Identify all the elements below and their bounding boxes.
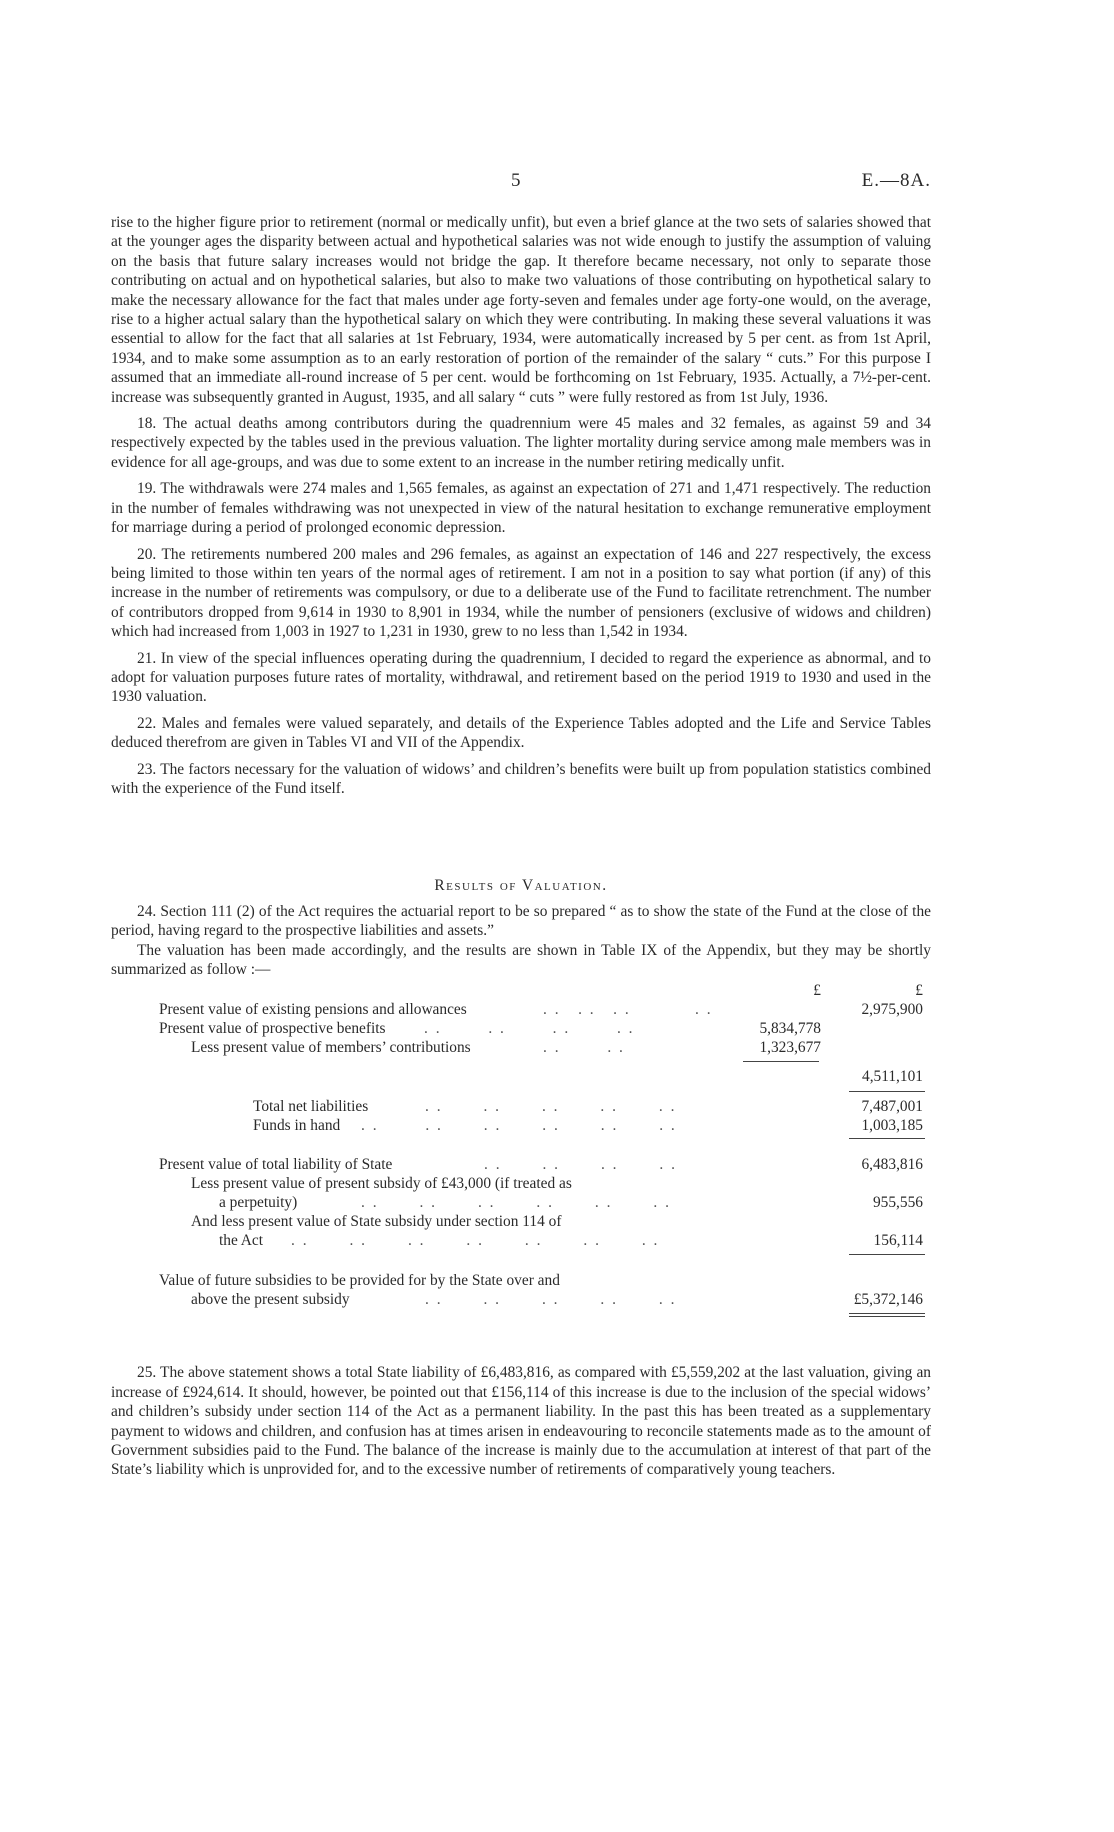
- net-prospective-row: [111, 1067, 931, 1086]
- future-subsidies-label-line1: Value of future subsidies to be provided for by the State over and: [159, 1272, 560, 1290]
- prospective-benefits-row: [111, 1019, 931, 1038]
- members-contributions-value: 1,323,677: [759, 1039, 821, 1057]
- paragraph-24: 24. Section 111 (2) of the Act requires the actuarial report to be so prepared “ as to show the state of the Fund at the close of the period, having regard to the prospective liabilities and assets.”: [111, 902, 931, 940]
- page-number: 5: [511, 170, 521, 191]
- members-contributions-row: [111, 1038, 931, 1057]
- paragraph-21: 21. In view of the special influences operating during the quadrennium, I decided to regard the experience as abnormal, and to adopt for valuation purposes future rates of mortality, withdrawal, and retirement based on the period 1919 to 1930 and used in the 1930 valuation.: [111, 649, 931, 706]
- section-114-label-line2: the Act: [219, 1232, 264, 1250]
- paragraph-20: 20. The retirements numbered 200 males and 296 females, as against an expectation of 146 and 227 respectively, the excess being limited to those within ten years of the normal ages of retirement. I am not in a position to say what portion (if any) of this increase in the number of retirements was compulsory, or due to a deliberate use of the Fund to facilitate retrenchment. The number of contributors dropped from 9,614 in 1930 to 8,901 in 1934, while the number of pensioners (exclusive of widows and children) which had increased from 1,003 in 1927 to 1,231 in 1930, grew to no less than 1,542 in 1934.: [111, 545, 931, 641]
- leader-dots: . . . . . . . . . . . . . .: [291, 1232, 660, 1250]
- paragraph-22: 22. Males and females were valued separately, and details of the Experience Tables adopted and the Life and Service Tables deduced therefrom are given in Tables VI and VII of the Appendix.: [111, 714, 931, 752]
- paragraph-18: 18. The actual deaths among contributors during the quadrennium were 45 males and 32 females, as against 59 and 34 respectively expected by the tables used in the previous valuation. The lighter mortality during service among male members was in evidence for all age-groups, and was due to some extent to an increase in the number retiring medically unfit.: [111, 415, 931, 471]
- prospective-benefits-value: 5,834,778: [759, 1020, 821, 1038]
- future-subsidies-row-continued: [111, 1290, 931, 1309]
- leader-dots: . . . . . . . . . .: [425, 1098, 677, 1116]
- present-subsidy-label-line2: a perpetuity): [219, 1194, 298, 1212]
- section-114-label-line1: And less present value of State subsidy under section 114 of: [191, 1213, 562, 1231]
- funds-in-hand-value: 1,003,185: [861, 1117, 923, 1135]
- double-rule-bottom: [849, 1316, 925, 1317]
- leader-dots: . . . . . . . .: [424, 1020, 635, 1038]
- present-subsidy-row: [111, 1174, 931, 1193]
- present-subsidy-row-continued: [111, 1193, 931, 1212]
- total-net-liabilities-row: [111, 1097, 931, 1116]
- paragraph-23: 23. The factors necessary for the valuation of widows’ and children’s benefits were built up from population statistics combined with the experience of the Fund itself.: [111, 760, 931, 797]
- prospective-benefits-label: Present value of prospective benefits: [159, 1020, 386, 1038]
- future-subsidies-value: £5,372,146: [853, 1291, 923, 1309]
- total-rule: [849, 1091, 925, 1092]
- subtotal-rule: [743, 1061, 819, 1062]
- existing-pensions-value: 2,975,900: [861, 1001, 923, 1019]
- paragraph-continuation: rise to the higher figure prior to retirement (normal or medically unfit), but even a brief glance at the two sets of salaries showed that at the younger ages the disparity between actual and hypothetical salaries was not wide enough to justify the assumption of valuing on the basis that future salary increases would not bridge the gap. It therefore became necessary, not only to separate those contributing on actual and on hypothetical salaries, but also to make two valuations of those contributing on hypothetical salary to make the necessary allowance for the fact that males under age forty-seven and females under age forty-one would, on the average, rise to a higher actual salary than the hypothetical salary on which they were contributing. In making these several valuations it was essential to allow for the fact that all salaries at 1st February, 1934, were automatically increased by 5 per cent. as from 1st April, 1934, and to make some assumption as to an early restoration of portion of the remainder of the salary “ cuts.” For this purpose I assumed that an immediate all-round increase of 5 per cent. would be forthcoming on 1st February, 1935. Actually, a 7½-per-cent. increase was subsequently granted in August, 1935, and all salary “ cuts ” were fully restored as from 1st July, 1936.: [111, 214, 931, 406]
- state-liability-value: 6,483,816: [861, 1156, 923, 1174]
- section-114-value: 156,114: [873, 1232, 923, 1250]
- paragraph-24-continued: The valuation has been made accordingly, and the results are shown in Table IX of the Appendix, but they may be shortly summarized as follow :—: [111, 941, 931, 978]
- section-114-subsidy-row: [111, 1212, 931, 1231]
- report-reference: E.—8A.: [861, 170, 931, 191]
- leader-dots: . . . . . . . . . . . .: [361, 1194, 671, 1212]
- funds-in-hand-row: [111, 1116, 931, 1135]
- section-114-subsidy-row-continued: [111, 1231, 931, 1250]
- members-contributions-label: Less present value of members’ contributions: [191, 1039, 471, 1057]
- total-net-liabilities-value: 7,487,001: [861, 1098, 923, 1116]
- paragraph-19: 19. The withdrawals were 274 males and 1,565 females, as against an expectation of 271 and 1,471 respectively. The reduction in the number of females withdrawing was not unexpected in view of the natural hesitation to exchange remunerative employment for marriage during a period of prolonged economic depression.: [111, 480, 931, 537]
- leader-dots: . . . . . . . . . .: [425, 1291, 677, 1309]
- section-title: Results of Valuation.: [434, 877, 608, 895]
- leader-dots: . . . . . . . .: [484, 1156, 677, 1174]
- currency-symbol-col1: £: [813, 982, 821, 1000]
- total-net-liabilities-label: Total net liabilities: [253, 1098, 369, 1116]
- leader-dots: . . . . . . . . . . . .: [361, 1117, 677, 1135]
- total-rule: [849, 1138, 925, 1139]
- existing-pensions-row: [111, 1000, 931, 1019]
- leader-dots: . . . . . . . .: [543, 1001, 713, 1019]
- future-subsidies-label-line2: above the present subsidy: [191, 1291, 350, 1309]
- state-liability-row: [111, 1155, 931, 1174]
- present-subsidy-value: 955,556: [872, 1194, 923, 1212]
- funds-in-hand-label: Funds in hand: [253, 1117, 341, 1135]
- leader-dots: . . . .: [543, 1039, 625, 1057]
- present-subsidy-label-line1: Less present value of present subsidy of £43,000 (if treated as: [191, 1175, 572, 1193]
- future-subsidies-row: [111, 1271, 931, 1290]
- total-rule: [849, 1254, 925, 1255]
- net-prospective-value: 4,511,101: [862, 1068, 923, 1086]
- currency-symbol-col2: £: [915, 982, 923, 1000]
- currency-header-row: [111, 981, 931, 1000]
- valuation-summary-table: [111, 981, 931, 1353]
- existing-pensions-label: Present value of existing pensions and allowances: [159, 1001, 467, 1019]
- document-body: [111, 213, 931, 1487]
- double-rule-top: [849, 1313, 925, 1314]
- state-liability-label: Present value of total liability of State: [159, 1156, 393, 1174]
- paragraph-25: 25. The above statement shows a total State liability of £6,483,816, as compared with £5,559,202 at the last valuation, giving an increase of £924,614. It should, however, be pointed out that £156,114 of this increase is due to the inclusion of the special widows’ and children’s subsidy under section 114 of the Act as a permanent liability. In the past this has been treated as a supplementary payment to widows and children, and confusion has at times arisen in endeavouring to reconcile statements made as to the amount of Government subsidies paid to the Fund. The balance of the increase is mainly due to the accumulation at interest of that part of the State’s liability which is unprovided for, and to the excessive number of retirements of comparatively young teachers.: [111, 1364, 931, 1479]
- page-header: [111, 170, 931, 194]
